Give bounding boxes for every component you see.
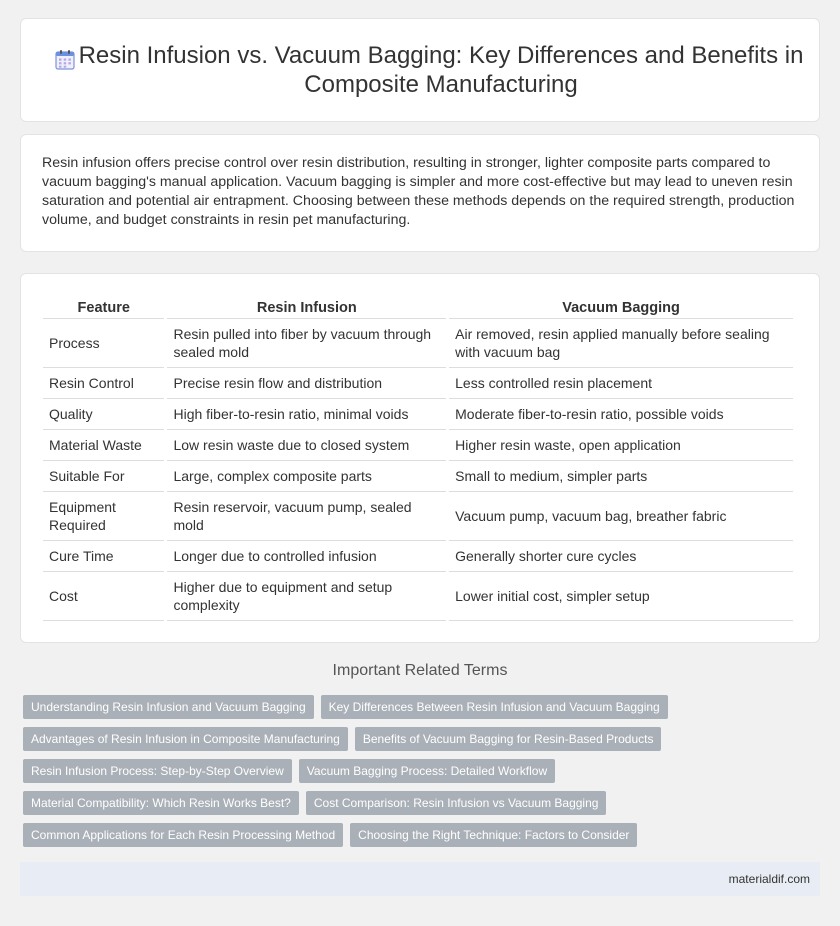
column-header-vacuum-bagging: Vacuum Bagging: [449, 294, 793, 319]
related-term-tag[interactable]: Advantages of Resin Infusion in Composite Manufacturing: [23, 727, 348, 751]
tag-row: [23, 727, 813, 751]
table-row: [43, 572, 793, 621]
feature-cell: Cost: [43, 572, 164, 621]
tag-row: [23, 759, 813, 783]
feature-cell: Process: [43, 319, 164, 368]
feature-cell: Equipment Required: [43, 492, 164, 541]
feature-cell: Quality: [43, 399, 164, 430]
tag-row: [23, 791, 813, 815]
resin-infusion-cell: Low resin waste due to closed system: [167, 430, 446, 461]
related-term-tag[interactable]: Vacuum Bagging Process: Detailed Workflow: [299, 759, 555, 783]
table-row: [43, 541, 793, 572]
resin-infusion-cell: Resin pulled into fiber by vacuum through sealed mold: [167, 319, 446, 368]
table-row: [43, 461, 793, 492]
table-row: [43, 319, 793, 368]
comparison-table-card: [20, 273, 820, 643]
resin-infusion-cell: Large, complex composite parts: [167, 461, 446, 492]
related-term-tag[interactable]: Choosing the Right Technique: Factors to Consider: [350, 823, 637, 847]
related-term-tag[interactable]: Material Compatibility: Which Resin Works Best?: [23, 791, 299, 815]
table-row: [43, 430, 793, 461]
header-card: [20, 18, 820, 122]
vacuum-bagging-cell: Higher resin waste, open application: [449, 430, 793, 461]
footer: [20, 862, 820, 896]
table-row: [43, 368, 793, 399]
tag-row: [23, 823, 813, 847]
related-term-tag[interactable]: Key Differences Between Resin Infusion and Vacuum Bagging: [321, 695, 668, 719]
related-term-tag[interactable]: Benefits of Vacuum Bagging for Resin-Based Products: [355, 727, 662, 751]
related-term-tag[interactable]: Understanding Resin Infusion and Vacuum Bagging: [23, 695, 314, 719]
footer-site-link[interactable]: materialdif.com: [728, 872, 810, 886]
related-terms-list: [23, 695, 813, 855]
vacuum-bagging-cell: Less controlled resin placement: [449, 368, 793, 399]
related-term-tag[interactable]: Cost Comparison: Resin Infusion vs Vacuum Bagging: [306, 791, 607, 815]
feature-cell: Cure Time: [43, 541, 164, 572]
feature-cell: Suitable For: [43, 461, 164, 492]
resin-infusion-cell: High fiber-to-resin ratio, minimal voids: [167, 399, 446, 430]
resin-infusion-cell: Higher due to equipment and setup complexity: [167, 572, 446, 621]
intro-text: Resin infusion offers precise control over resin distribution, resulting in stronger, lighter composite parts compared to vacuum bagging's manual application. Vacuum bagging is simpler and more cost-effective but may lead to uneven resin saturation and potential air entrapment. Choosing between these methods depends on the required strength, production volume, and budget constraints in resin pet manufacturing.: [42, 155, 795, 228]
feature-cell: Resin Control: [43, 368, 164, 399]
table-row: [43, 492, 793, 541]
resin-infusion-cell: Precise resin flow and distribution: [167, 368, 446, 399]
related-terms-title: Important Related Terms: [332, 662, 508, 679]
vacuum-bagging-cell: Generally shorter cure cycles: [449, 541, 793, 572]
vacuum-bagging-cell: Small to medium, simpler parts: [449, 461, 793, 492]
comparison-table: [40, 294, 796, 621]
vacuum-bagging-cell: Vacuum pump, vacuum bag, breather fabric: [449, 492, 793, 541]
column-header-resin-infusion: Resin Infusion: [167, 294, 446, 319]
related-term-tag[interactable]: Resin Infusion Process: Step-by-Step Overview: [23, 759, 292, 783]
table-header-row: [43, 294, 793, 319]
tag-row: [23, 695, 813, 719]
table-row: [43, 399, 793, 430]
column-header-feature: Feature: [43, 294, 164, 319]
feature-cell: Material Waste: [43, 430, 164, 461]
page-title: Resin Infusion vs. Vacuum Bagging: Key Differences and Benefits in Composite Manufacturing: [78, 42, 804, 98]
related-term-tag[interactable]: Common Applications for Each Resin Processing Method: [23, 823, 343, 847]
vacuum-bagging-cell: Air removed, resin applied manually before sealing with vacuum bag: [449, 319, 793, 368]
vacuum-bagging-cell: Lower initial cost, simpler setup: [449, 572, 793, 621]
intro-card: [20, 134, 820, 252]
resin-infusion-cell: Resin reservoir, vacuum pump, sealed mold: [167, 492, 446, 541]
vacuum-bagging-cell: Moderate fiber-to-resin ratio, possible voids: [449, 399, 793, 430]
resin-infusion-cell: Longer due to controlled infusion: [167, 541, 446, 572]
